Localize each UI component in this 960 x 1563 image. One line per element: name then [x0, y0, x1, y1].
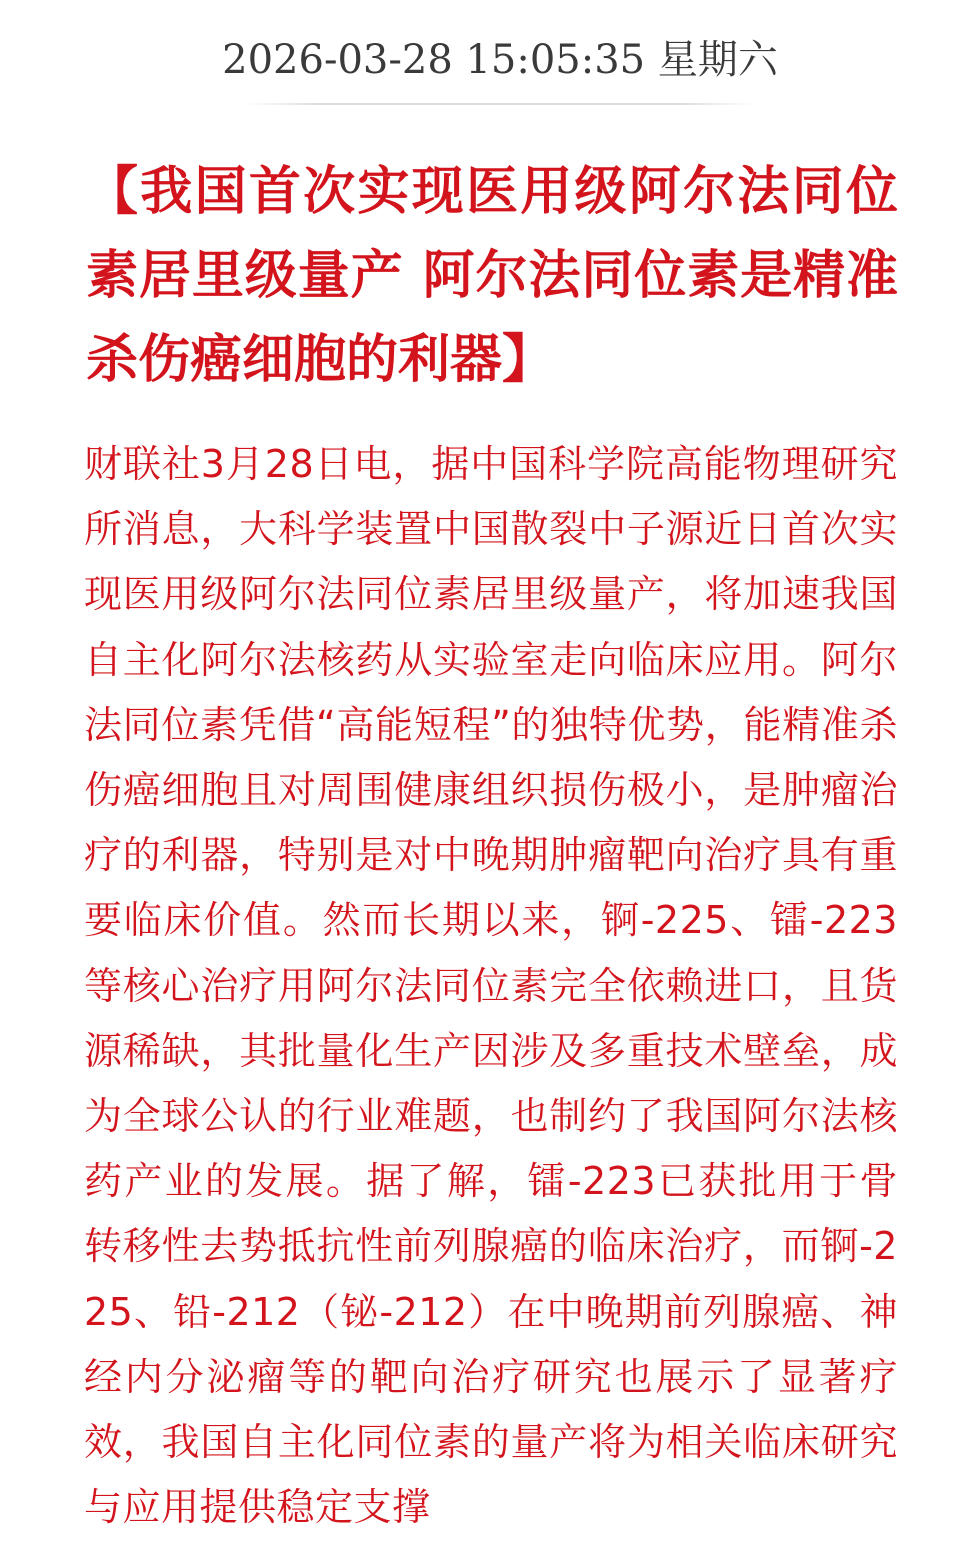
header-divider [244, 103, 756, 105]
article-title: 【我国首次实现医用级阿尔法同位素居里级量产 阿尔法同位素是精准杀伤癌细胞的利器】 [86, 162, 898, 390]
publish-timestamp: 2026-03-28 15:05:35 星期六 [222, 37, 778, 83]
article-body: 财联社3月28日电，据中国科学院高能物理研究所消息，大科学装置中国散裂中子源近日首次实现医用级阿尔法同位素居里级量产，将加速我国自主化阿尔法核药从实验室走向临床应用。阿尔法同位素凭借“高能短程”的独特优势，能精准杀伤癌细胞且对周围健康组织损伤极小，是肿瘤治疗的利器，特别是对中晚期肿瘤靶向治疗具有重要临床价值。然而长期以来，锕-225、镭-223等核心治疗用阿尔法同位素完全依赖进口，且货源稀缺，其批量化生产因涉及多重技术壁垒，成为全球公认的行业难题，也制约了我国阿尔法核药产业的发展。据了解，镭-223已获批用于骨转移性去势抵抗性前列腺癌的临床治疗，而锕-225、铅-212（铋-212）在中晚期前列腺癌、神经内分泌瘤等的靶向治疗研究也展示了显著疗效，我国自主化同位素的量产将为相关临床研究与应用提供稳定支撑 [84, 442, 898, 1530]
